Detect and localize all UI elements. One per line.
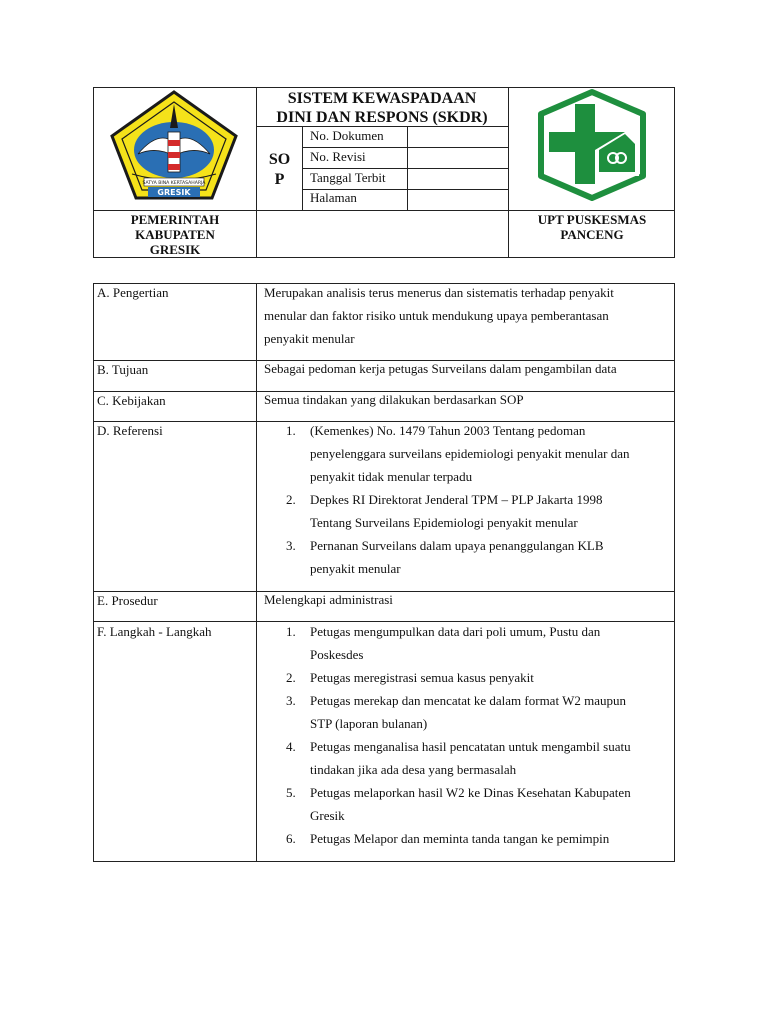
meta-no-revisi: No. Revisi xyxy=(310,149,366,164)
text-line: menular dan faktor risiko untuk mendukung upaya pemberantasan xyxy=(264,308,609,323)
text-line: tindakan jika ada desa yang bermasalah xyxy=(310,762,517,777)
list-number: 4. xyxy=(286,739,296,754)
divider xyxy=(93,210,675,211)
meta-halaman: Halaman xyxy=(310,190,357,205)
divider xyxy=(302,168,508,169)
left-organization xyxy=(94,212,256,257)
list-item xyxy=(260,620,672,666)
referensi-list xyxy=(260,419,672,580)
text-line: penyakit menular xyxy=(310,561,401,576)
divider xyxy=(256,283,257,862)
text-line: Petugas meregistrasi semua kasus penyakit xyxy=(310,670,534,685)
section-label-referensi: D. Referensi xyxy=(97,423,163,438)
org-line: UPT PUSKESMAS xyxy=(537,212,647,227)
list-number: 6. xyxy=(286,831,296,846)
list-item xyxy=(260,689,672,735)
list-item xyxy=(260,534,672,580)
logo-motto: SATYA BINA KERTASAHARJA xyxy=(142,181,206,186)
gresik-logo-emblem xyxy=(108,90,240,204)
org-line: KABUPATEN xyxy=(135,227,215,242)
text-line: STP (laporan bulanan) xyxy=(310,716,428,731)
text-line: Depkes RI Direktorat Jenderal TPM – PLP Jakarta 1998 xyxy=(310,492,603,507)
section-label-prosedur: E. Prosedur xyxy=(97,593,158,608)
logo-text: GRESIK xyxy=(157,188,191,197)
list-item xyxy=(260,419,672,488)
text-line: Petugas merekap dan mencatat ke dalam format W2 maupun xyxy=(310,693,626,708)
langkah-list xyxy=(260,620,672,850)
text-line: Poskesdes xyxy=(310,647,364,662)
meta-tanggal-terbit: Tanggal Terbit xyxy=(310,170,386,185)
text-line: penyakit menular xyxy=(264,331,355,346)
text-line: Tentang Surveilans Epidemiologi penyakit menular xyxy=(310,515,578,530)
text-line: Gresik xyxy=(310,808,345,823)
meta-no-dokumen: No. Dokumen xyxy=(310,128,384,143)
text-line: (Kemenkes) No. 1479 Tahun 2003 Tentang pedoman xyxy=(310,423,586,438)
puskesmas-logo-icon xyxy=(535,88,649,202)
list-item xyxy=(260,827,672,850)
list-item xyxy=(260,781,672,827)
section-label-pengertian: A. Pengertian xyxy=(97,285,169,300)
list-number: 2. xyxy=(286,670,296,685)
section-text-tujuan: Sebagai pedoman kerja petugas Surveilans dalam pengambilan data xyxy=(264,361,617,376)
text-line: Petugas mengumpulkan data dari poli umum, Pustu dan xyxy=(310,624,601,639)
list-item xyxy=(260,488,672,534)
list-number: 2. xyxy=(286,492,296,507)
sop-label xyxy=(257,150,302,190)
text-line: Merupakan analisis terus menerus dan sistematis terhadap penyakit xyxy=(264,285,614,300)
list-item xyxy=(260,666,672,689)
sop-line-2: P xyxy=(274,171,285,188)
text-line: Petugas melaporkan hasil W2 ke Dinas Kesehatan Kabupaten xyxy=(310,785,631,800)
section-label-langkah: F. Langkah - Langkah xyxy=(97,624,212,639)
section-text-kebijakan: Semua tindakan yang dilakukan berdasarkan SOP xyxy=(264,392,524,407)
list-number: 1. xyxy=(286,423,296,438)
list-number: 3. xyxy=(286,693,296,708)
text-line: Pernanan Surveilans dalam upaya penanggulangan KLB xyxy=(310,538,604,553)
org-line: GRESIK xyxy=(149,242,201,257)
sop-line-1: SO xyxy=(268,151,291,168)
divider xyxy=(302,147,508,148)
list-number: 1. xyxy=(286,624,296,639)
section-label-tujuan: B. Tujuan xyxy=(97,362,149,377)
text-line: penyakit tidak menular terpadu xyxy=(310,469,473,484)
org-line: PEMERINTAH xyxy=(130,212,220,227)
section-text-pengertian xyxy=(264,281,672,350)
right-organization xyxy=(509,212,675,242)
text-line: Petugas Melapor dan meminta tanda tangan ke pemimpin xyxy=(310,831,610,846)
text-line: Petugas menganalisa hasil pencatatan untuk mengambil suatu xyxy=(310,739,631,754)
text-line: penyelenggara surveilans epidemiologi penyakit menular dan xyxy=(310,446,630,461)
org-line: PANCENG xyxy=(560,227,624,242)
section-text-prosedur: Melengkapi administrasi xyxy=(264,592,393,607)
list-item xyxy=(260,735,672,781)
title-line-2: DINI DAN RESPONS (SKDR) xyxy=(276,109,488,126)
document-title xyxy=(257,89,507,127)
list-number: 3. xyxy=(286,538,296,553)
list-number: 5. xyxy=(286,785,296,800)
section-label-kebijakan: C. Kebijakan xyxy=(97,393,166,408)
title-line-1: SISTEM KEWASPADAAN xyxy=(287,90,477,107)
